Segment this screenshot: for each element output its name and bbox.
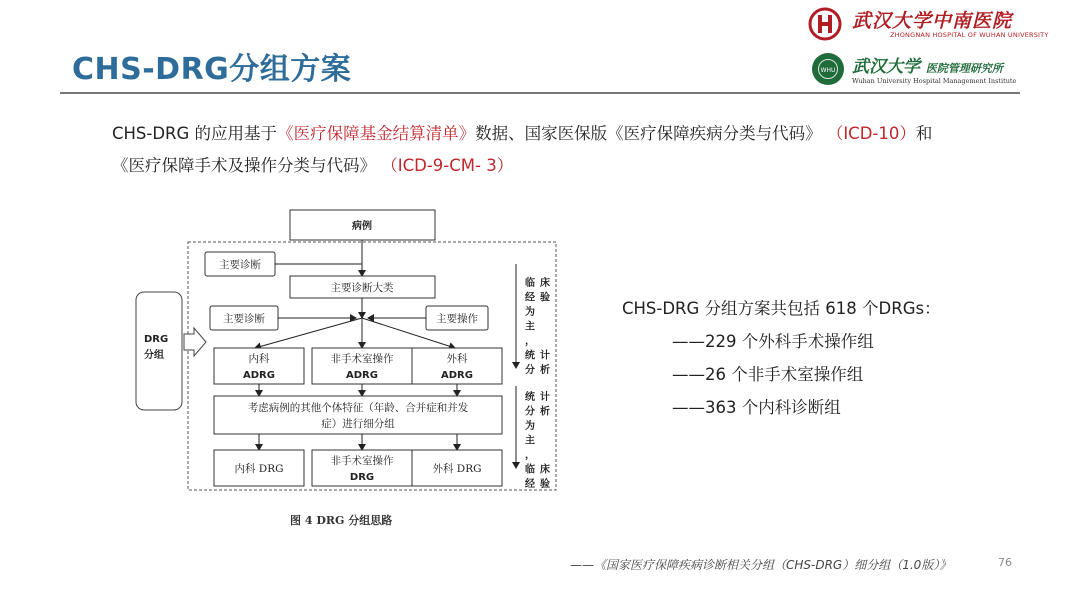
summary-headline: CHS-DRG 分组方案共包括 618 个DRGs： xyxy=(622,299,941,318)
side-top-c1-5: 统 xyxy=(525,350,535,362)
summary-item-surgical: ——229 个外科手术操作组 xyxy=(672,332,874,351)
side-bot-c1-4: ， xyxy=(525,450,535,461)
drg-surgical-label: 外科 DRG xyxy=(432,463,482,475)
side-bot-c1-5: 临 xyxy=(525,464,535,476)
side-top-c2-6: 析 xyxy=(540,365,550,376)
side-bot-c1-6: 经 xyxy=(525,479,535,490)
side-top-c1-6: 分 xyxy=(525,365,535,376)
hospital-h-logo-icon xyxy=(808,7,842,41)
title-divider xyxy=(60,92,1020,94)
side-bot-c2-0: 计 xyxy=(540,392,550,403)
page-number: 76 xyxy=(998,556,1012,569)
drg-internal-label: 内科 DRG xyxy=(234,463,284,475)
drg-grouping-diagram xyxy=(130,208,570,538)
drg-nonop-label-2: DRG xyxy=(349,472,375,483)
university-seal-icon xyxy=(812,53,844,85)
adrg-nonop-label-1: 非手术室操作 xyxy=(330,353,394,365)
drg-group-label-1: DRG xyxy=(144,334,169,345)
figure-caption: 图 4 DRG 分组思路 xyxy=(290,514,393,527)
source-citation: ——《国家医疗保障疾病诊断相关分组（CHS-DRG）细分组（1.0版）》 xyxy=(570,558,952,572)
side-top-c2-5: 计 xyxy=(540,350,550,362)
hospital-logo xyxy=(808,4,1049,44)
institute-name-en: Wuhan University Hospital Management Institute xyxy=(852,77,1017,85)
adrg-surgical-label-2: ADRG xyxy=(441,370,473,381)
side-bot-c1-1: 分 xyxy=(525,406,535,418)
side-top-c1-2: 为 xyxy=(525,307,535,318)
institute-logo xyxy=(812,50,1027,90)
side-bot-c2-1: 析 xyxy=(540,406,550,418)
features-label-2: 症）进行细分组 xyxy=(321,418,395,430)
side-top-c1-0: 临 xyxy=(525,278,535,289)
intro-paragraph xyxy=(112,118,1032,182)
side-top-c2-0: 床 xyxy=(540,278,550,289)
summary-item-nonop: ——26 个非手术室操作组 xyxy=(672,365,864,384)
features-label-1: 考虑病例的其他个体特征（年龄、合并症和并发 xyxy=(247,402,469,414)
summary-block xyxy=(622,292,941,424)
intro-line-2: 《医疗保障手术及操作分类与代码》 （ICD-9-CM- 3） xyxy=(112,156,514,175)
side-top-c1-4: ， xyxy=(525,336,535,347)
intro-line-1: CHS-DRG 的应用基于《医疗保障基金结算清单》数据、国家医保版《医疗保障疾病分类与代码》 （ICD-10）和 xyxy=(112,124,933,143)
highlight-icd9: （ICD-9-CM- 3） xyxy=(381,156,514,175)
adrg-surgical-label-1: 外科 xyxy=(446,353,468,365)
highlight-settlement-list: 《医疗保障基金结算清单》 xyxy=(277,124,476,143)
hospital-name-en: ZHONGNAN HOSPITAL OF WUHAN UNIVERSITY xyxy=(890,31,1049,39)
main-procedure-label: 主要操作 xyxy=(436,313,478,325)
main-diagnosis-left-label: 主要诊断 xyxy=(223,313,265,325)
side-bot-c2-6: 验 xyxy=(540,479,550,490)
mdc-label: 主要诊断大类 xyxy=(330,282,394,294)
adrg-nonop-label-2: ADRG xyxy=(346,370,378,381)
page-title: CHS-DRG分组方案 xyxy=(72,52,352,87)
side-bot-c1-0: 统 xyxy=(525,392,535,403)
side-top-c1-1: 经 xyxy=(525,292,535,304)
institute-name-cn: 武汉大学 医院管理研究所 xyxy=(852,57,1003,77)
side-top-c2-1: 验 xyxy=(540,292,550,304)
side-text-bottom xyxy=(525,390,550,490)
side-bot-c2-5: 床 xyxy=(540,464,550,476)
side-text-top xyxy=(525,276,550,376)
drg-group-arrow-icon xyxy=(184,328,206,356)
adrg-internal-label-1: 内科 xyxy=(248,353,270,365)
summary-item-internal: ——363 个内科诊断组 xyxy=(672,398,841,417)
drg-nonop-label-1: 非手术室操作 xyxy=(330,455,394,467)
highlight-icd10: （ICD-10） xyxy=(826,124,916,143)
side-bot-c1-2: 为 xyxy=(525,421,535,432)
drg-group-label-2: 分组 xyxy=(144,350,164,361)
hospital-name-cn: 武汉大学中南医院 xyxy=(852,10,1013,32)
adrg-internal-label-2: ADRG xyxy=(243,370,275,381)
main-diagnosis-top-label: 主要诊断 xyxy=(219,259,261,271)
seal-text: WHU xyxy=(820,67,836,74)
side-top-c1-3: 主 xyxy=(525,321,535,333)
side-bot-c1-3: 主 xyxy=(525,435,535,447)
case-label: 病例 xyxy=(352,221,372,232)
